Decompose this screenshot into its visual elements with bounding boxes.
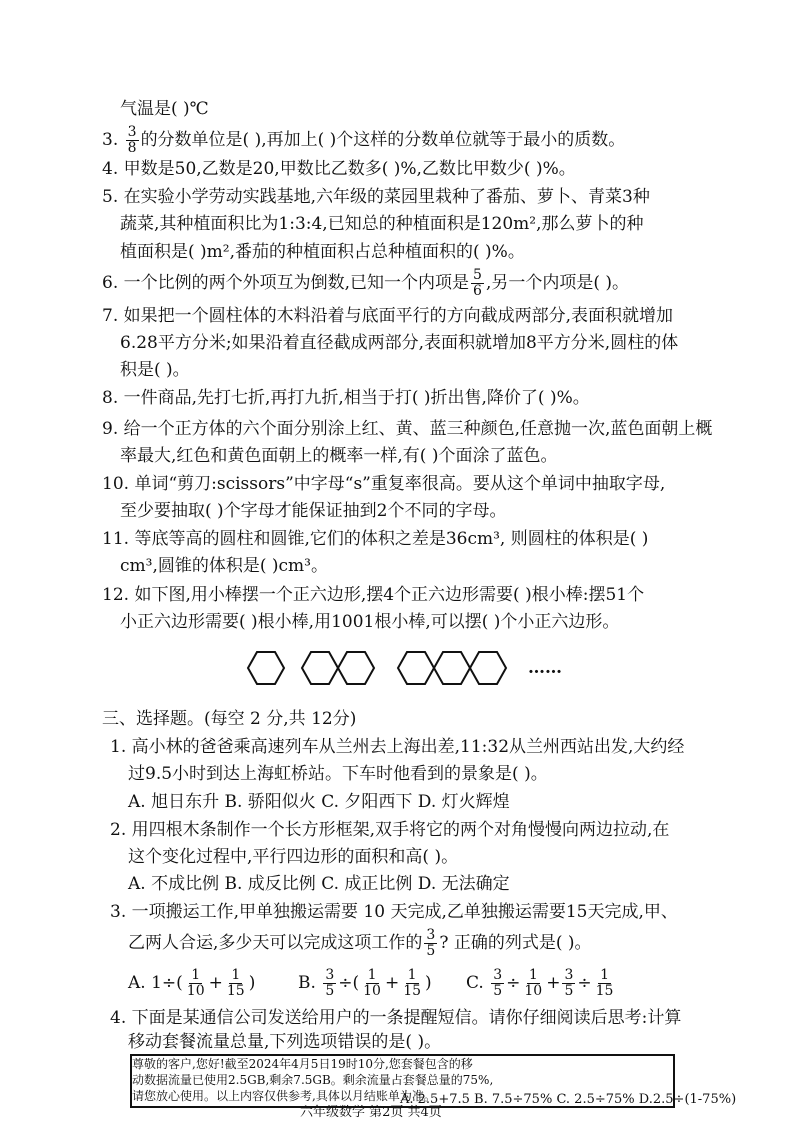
choice-4-line-2: 移动套餐流量总量,下列选项错误的是( )。 bbox=[128, 1032, 442, 1052]
sms-line-1: 尊敬的客户,您好!截至2024年4月5日19时10分,您套餐包含的移 bbox=[132, 1057, 473, 1071]
question-6-text-b: ,另一个内项是( )。 bbox=[485, 273, 630, 293]
sms-line-3: 请您放心使用。以上内容仅供参考,具体以月结账单为准。 bbox=[132, 1089, 436, 1103]
choice-1-line-2: 过9.5小时到达上海虹桥站。下车时他看到的景象是( )。 bbox=[128, 764, 548, 784]
choice-3-option-c: C. $\frac{3}{5}$ ÷ $\frac{1}{10}$ + $\frac{3}{5}$ ÷ $\frac{1}{15}$ bbox=[466, 967, 614, 999]
question-7-line-1: 7. 如果把一个圆柱体的木料沿着与底面平行的方向截成两部分,表面积就增加 bbox=[102, 306, 674, 326]
question-3-number: 3. bbox=[102, 130, 119, 150]
page-footer: 六年级数学 第2页 共4页 bbox=[300, 1105, 442, 1120]
fraction-5-6: $\frac{5}{6}$ bbox=[473, 267, 482, 299]
question-8: 8. 一件商品,先打七折,再打九折,相当于打( )折出售,降价了( )%。 bbox=[102, 388, 590, 408]
choice-3-text-b: ? 正确的列式是( )。 bbox=[439, 933, 592, 953]
question-7-line-2: 6.28平方分米;如果沿着直径截成两部分,表面积就增加8平方分米,圆柱的体 bbox=[120, 333, 679, 353]
choice-4-line-1: 4. 下面是某通信公司发送给用户的一条提醒短信。请你仔细阅读后思考:计算 bbox=[110, 1008, 682, 1028]
choice-2-options: A. 不成比例 B. 成反比例 C. 成正比例 D. 无法确定 bbox=[128, 874, 510, 894]
question-3-text: 的分数单位是( ),再加上( )个这样的分数单位就等于最小的质数。 bbox=[140, 130, 626, 150]
choice-1-options: A. 旭日东升 B. 骄阳似火 C. 夕阳西下 D. 灯火辉煌 bbox=[128, 792, 510, 812]
continuation-dots: …… bbox=[528, 658, 562, 678]
question-11-line-2: cm³,圆锥的体积是( )cm³。 bbox=[120, 556, 328, 576]
choice-3-line-1: 3. 一项搬运工作,甲单独搬运需要 10 天完成,乙单独搬运需要15天完成,甲、 bbox=[110, 902, 678, 922]
question-10-line-1: 10. 单词“剪刀:scissors”中字母“s”重复率很高。要从这个单词中抽取字母, bbox=[102, 474, 666, 494]
choice-3-text-a: 乙两人合运,多少天可以完成这项工作的 bbox=[128, 933, 423, 953]
question-5-line-1: 5. 在实验小学劳动实践基地,六年级的菜园里栽种了番茄、萝卜、青菜3种 bbox=[102, 187, 650, 207]
question-4: 4. 甲数是50,乙数是20,甲数比乙数多( )%,乙数比甲数少( )%。 bbox=[102, 159, 576, 179]
temperature-line: 气温是( )℃ bbox=[120, 99, 209, 119]
question-5-line-3: 植面积是( )m²,番茄的种植面积占总种植面积的( )%。 bbox=[120, 242, 525, 262]
sms-line-2: 动数据流量已使用2.5GB,剩余7.5GB。剩余流量占套餐总量的75%, bbox=[132, 1073, 494, 1087]
choice-3-option-a: A. 1÷( $\frac{1}{10}$ + $\frac{1}{15}$ ) bbox=[128, 967, 256, 999]
question-10-line-2: 至少要抽取( )个字母才能保证抽到2个不同的字母。 bbox=[120, 501, 507, 521]
fraction-3-5: $\frac{3}{5}$ bbox=[426, 927, 436, 959]
choice-2-line-1: 2. 用四根木条制作一个长方形框架,双手将它的两个对角慢慢向两边拉动,在 bbox=[110, 820, 670, 840]
question-7-line-3: 积是( )。 bbox=[120, 360, 190, 380]
choice-2-line-2: 这个变化过程中,平行四边形的面积和高( )。 bbox=[128, 847, 459, 867]
question-11-line-1: 11. 等底等高的圆柱和圆锥,它们的体积之差是36cm³, 则圆柱的体积是( ) bbox=[102, 529, 649, 549]
question-5-line-2: 蔬菜,其种植面积比为1:3:4,已知总的种植面积是120m²,那么萝卜的种 bbox=[120, 214, 644, 234]
choice-3-option-b: B. $\frac{3}{5}$ ÷( $\frac{1}{10}$ + $\frac{1}{15}$ ) bbox=[298, 967, 432, 999]
question-12-line-1: 12. 如下图,用小棒摆一个正六边形,摆4个正六边形需要( )根小棒:摆51个 bbox=[102, 585, 645, 605]
fraction-3-8: $\frac{3}{8}$ bbox=[127, 124, 137, 156]
choice-4-options: A. 2.5+7.5 B. 7.5÷75% C. 2.5÷75% D.2.5÷(1-75%) bbox=[400, 1092, 737, 1107]
choice-1-line-1: 1. 高小林的爸爸乘高速列车从兰州去上海出差,11:32从兰州西站出发,大约经 bbox=[110, 737, 685, 757]
question-12-line-2: 小正六边形需要( )根小棒,用1001根小棒,可以摆( )个小正六边形。 bbox=[120, 612, 620, 632]
question-9-line-2: 率最大,红色和黄色面朝上的概率一样,有( )个面涂了蓝色。 bbox=[120, 446, 558, 466]
question-6-text-a: 6. 一个比例的两个外项互为倒数,已知一个内项是 bbox=[102, 273, 470, 293]
question-9-line-1: 9. 给一个正方体的六个面分别涂上红、黄、蓝三种颜色,任意抛一次,蓝色面朝上概 bbox=[102, 419, 713, 439]
section-3-title: 三、选择题。(每空 2 分,共 12分) bbox=[102, 709, 357, 729]
